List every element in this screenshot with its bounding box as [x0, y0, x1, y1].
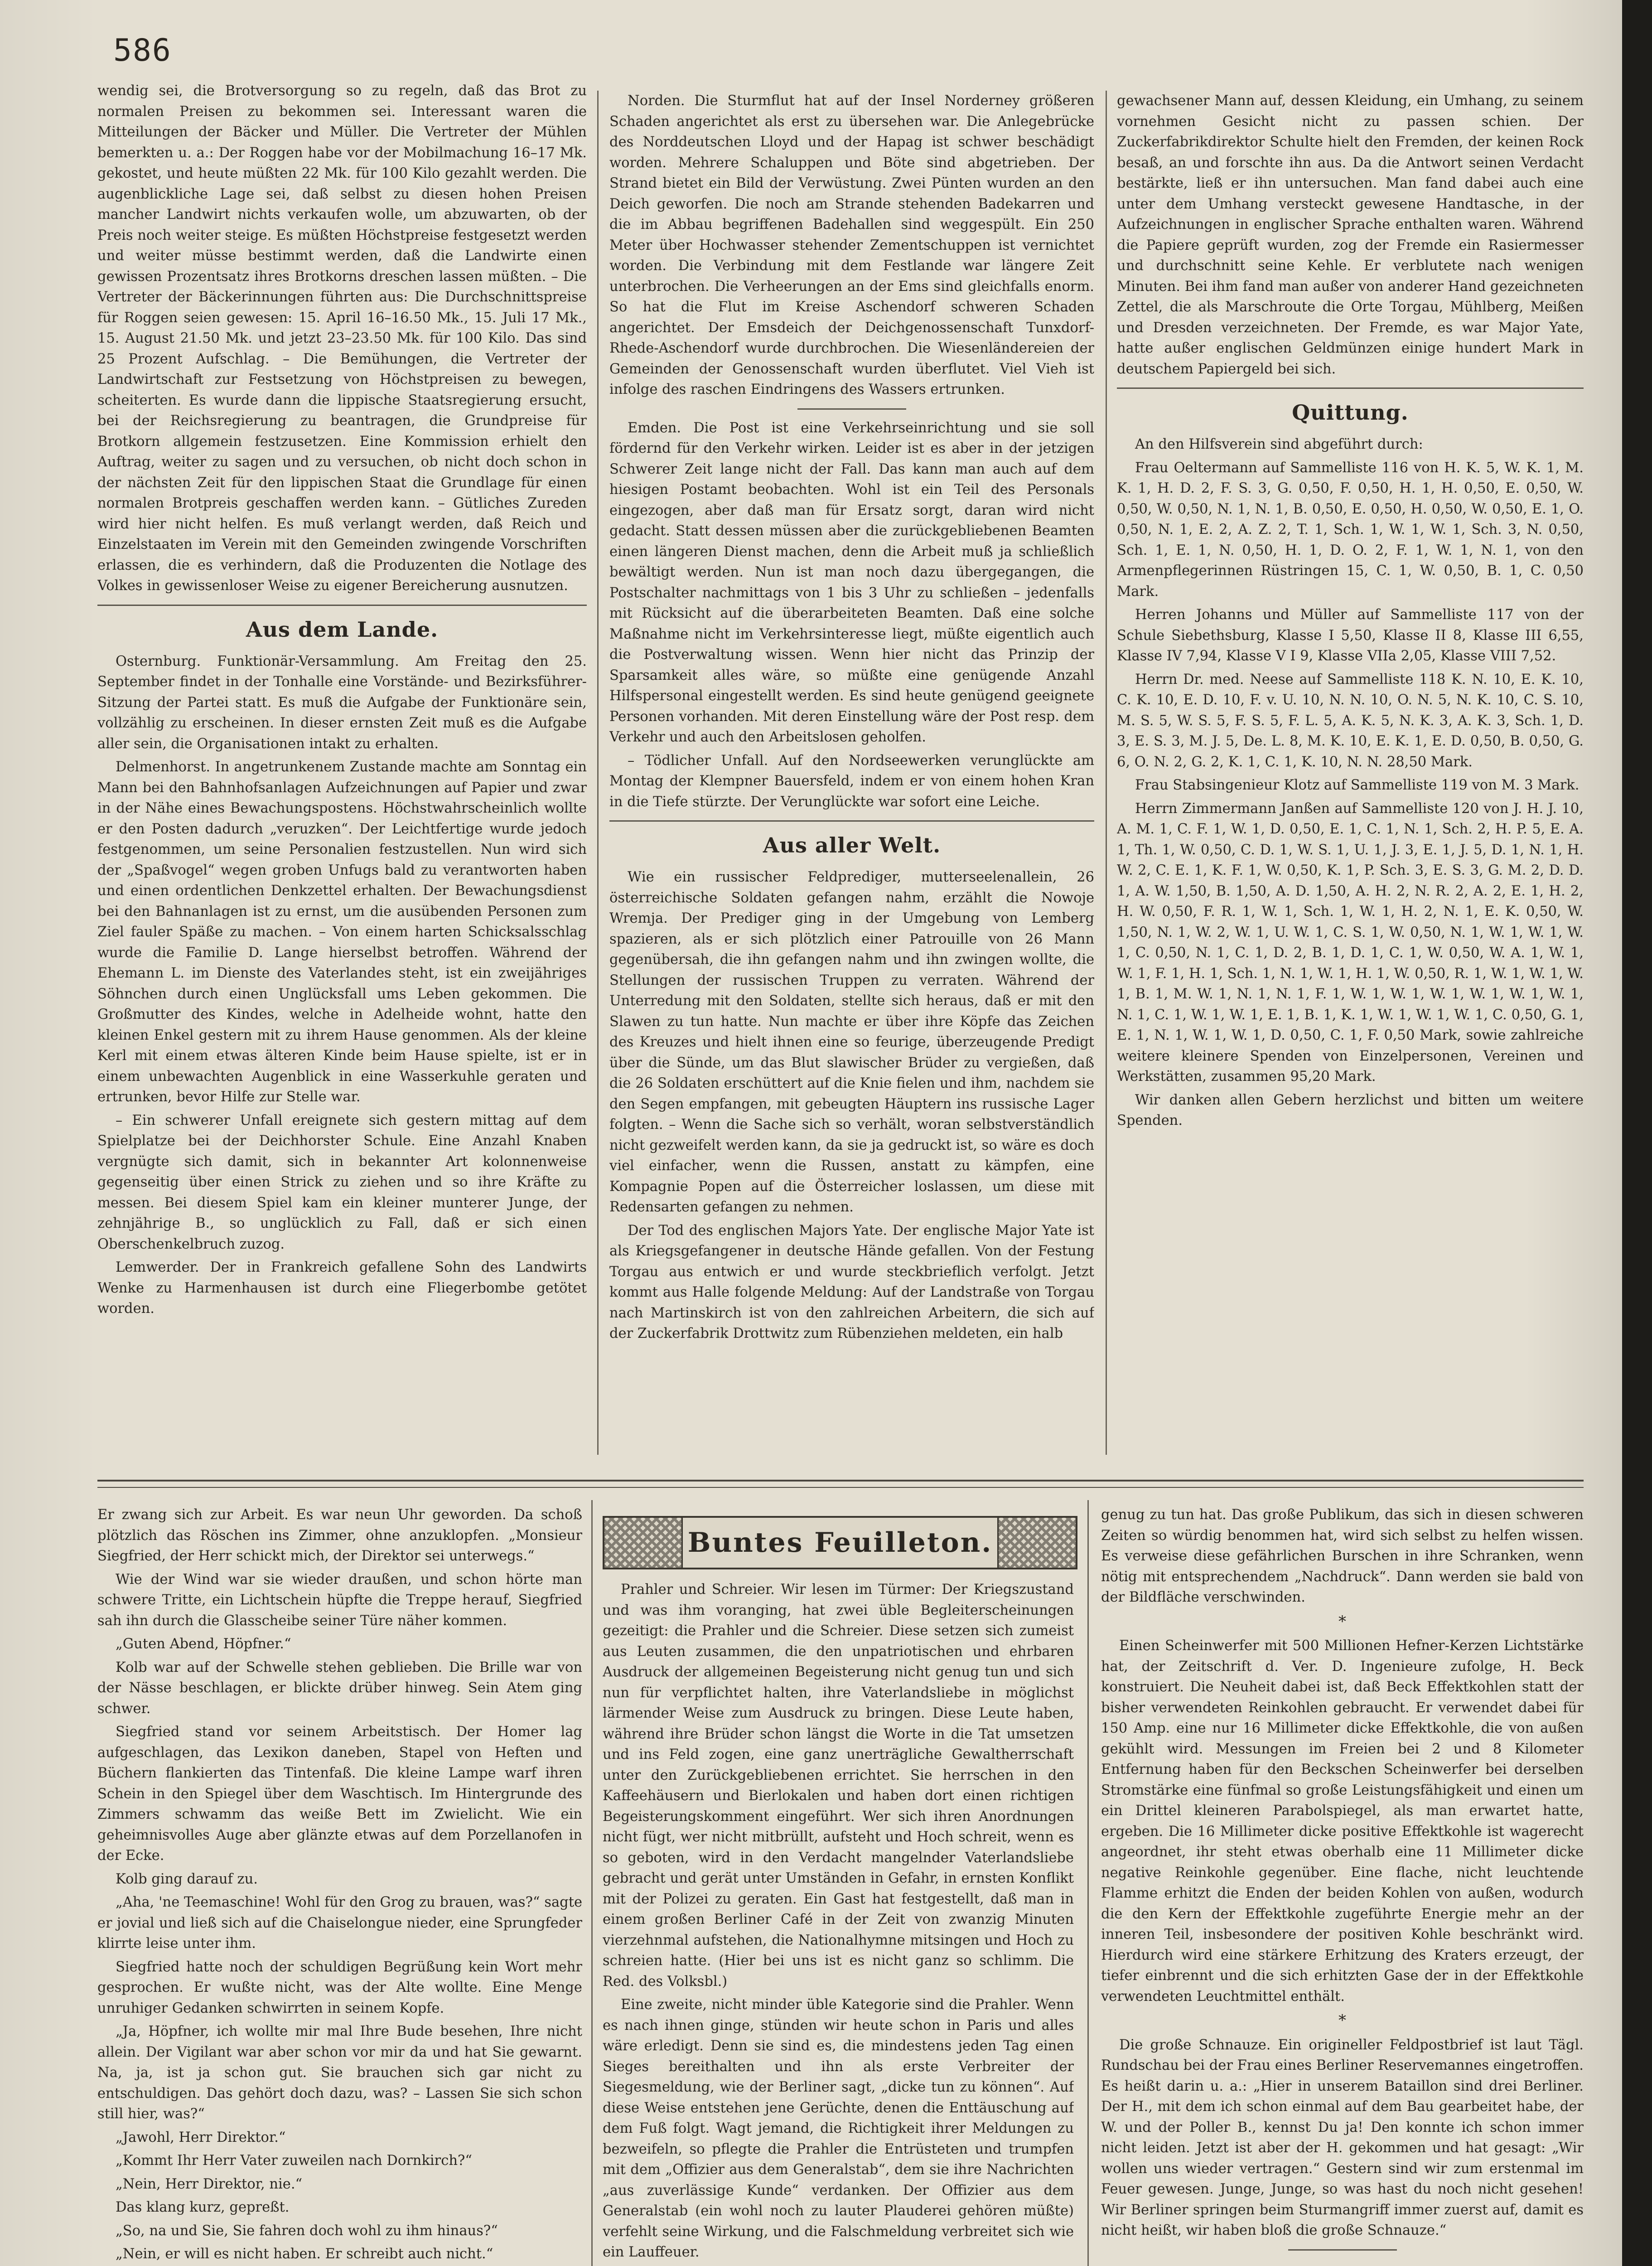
- article-lemwerder: Lemwerder. Der in Frankreich gefallene Sohn des Landwirts Wenke zu Harmenhausen ist durch eine Fliegerbombe getötet worden.: [97, 1259, 587, 1317]
- quittung-oeltermann: Frau Oeltermann auf Sammelliste 116 von H. K. 5, W. K. 1, M. K. 1, H. D. 2, F. S. 3, G. 0,50, F. 0,50, H. 1, H. 0,50, E. 0,50, W. 0,50, W. 0,50, N. 1, N. 1, B. 0,50, E. 0,50, H. 0,50, W. 0,50, E. 1, O. 0,50, N. 1, E. 2, A. Z. 2, T. 1, Sch. 1, W. 1, W. 1, Sch. 3, N. 0,50, Sch. 1, E. 1, N. 0,50, H. 1, D. O. 2, F. 1, W. 1, N. 1, von den Armenpflegerinnen Rüstringen 15, C. 1, W. 0,50, B. 1, C. 0,50 Mark.: [1117, 460, 1584, 600]
- article-separator: [797, 408, 906, 410]
- story-paragraph: Siegfried hatte noch der schuldigen Begrüßung kein Wort mehr gesprochen. Er wußte nicht, was der Alte wollte. Eine Menge unruhiger Gedanken schwirrten in seinem Kopfe.: [97, 1959, 582, 2016]
- page-number: 586: [113, 33, 172, 68]
- separator-star: *: [1338, 1612, 1346, 1631]
- page-edge-shadow: [1622, 0, 1652, 2266]
- section-heading-aus-dem-lande: Aus dem Lande.: [246, 617, 439, 642]
- article-major-yate: Der Tod des englischen Majors Yate. Der englische Major Yate ist als Kriegsgefangener in deutsche Hände gefallen. Von der Festung Torgau aus entwich er und wurde steckbrieflich verfolgt. Jetzt kommt aus Halle folgende Meldung: Auf der Landstraße von Torgau nach Martinskirch ist von den zahlreichen Arbeitern, die sich auf der Zuckerfabrik Drottwitz zum Rübenziehen meldeten, ein halb: [609, 1222, 1094, 1341]
- story-paragraph: Er zwang sich zur Arbeit. Es war neun Uhr geworden. Da schoß plötzlich das Röschen ins Zimmer, ohne anzuklopfen. „Monsieur Siegfried, der Herr schickt mich, der Direktor sei unterwegs.“: [97, 1507, 582, 1564]
- column-divider: [591, 1500, 593, 2266]
- bread-article-end: wendig sei, die Brotversorgung so zu regeln, daß das Brot zu normalen Preisen zu bekommen sei. Interessant waren die Mitteilungen der Bäcker und Müller. Die Vertreter der Mühlen bemerkten u. a.: Der Roggen habe vor der Mobilmachung 16–17 Mk. gekostet, und heute müßten 22 Mk. für 100 Kilo gezahlt werden. Die augenblickliche Lage sei, daß selbst zu diesen hohen Preisen mancher Landwirt nichts verkaufen wolle, um abzuwarten, ob der Preis noch weiter steige. Es müßten Höchstpreise festgesetzt werden und weiter müsse bestimmt werden, daß die Landwirte einen gewissen Prozentsatz ihres Brotkorns dreschen lassen müßten. – Die Vertreter der Bäckerinnungen führten aus: Die Durchschnittspreise für Roggen seien gewesen: 15. April 16–16.50 Mk., 15. Juli 17 Mk., 15. August 21.50 Mk. und jetzt 23–23.50 Mk. für 100 Kilo. Das sind 25 Prozent Aufschlag. – Die Bemühungen, die Vertreter der Landwirtschaft zur Festsetzung von Höchstpreisen zu bewegen, scheiterten. Es wurde dann die lippische Staatsregierung ersucht, bei der Reichsregierung zu beantragen, die Grundpreise für Brotkorn allgemein festzusetzen. Eine Kommission erhielt den Auftrag, weiter zu sagen und zu versuchen, ob nicht doch schon in der nächsten Zeit für den lippischen Staat die Grundlage für einen normalen Brotpreis geschaffen werden kann. – Gütliches Zureden wird hier nicht helfen. Es muß verlangt werden, daß Reich und Einzelstaaten im Verein mit den Gemeinden zwingende Vorschriften erlassen, die es verhindern, daß die Produzenten die Notlage des Volkes in gewissenloser Weise zu eigener Bereicherung ausnutzen.: [97, 83, 587, 594]
- column-prahler: [603, 1579, 1074, 2266]
- story-paragraph: Das klang kurz, gepreßt.: [116, 2199, 290, 2215]
- story-paragraph: „Ja, Höpfner, ich wollte mir mal Ihre Bude besehen, Ihre nicht allein. Der Vigilant war aber schon vor mir da und hat Sie gewarnt. Na, ja, ist ja schon gut. Sie brauchen sich gar nicht zu entschuldigen. Das gehört doch dazu, was? – Lassen Sie sich schon still hier, was?“: [97, 2024, 582, 2122]
- article-unfall-deichhorst: – Ein schwerer Unfall ereignete sich gestern mittag auf dem Spielplatze bei der Deichhorster Schule. Eine Anzahl Knaben vergnügte sich damit, sich in bekannter Art kolonnenweise gegenseitig über einen Strick zu ziehen und so ihre Kräfte zu messen. Bei diesem Spiel kam ein kleiner munterer Junge, der zehnjährige B., so unglücklich zu Fall, daß er sich einen Oberschenkelbruch zuzog.: [97, 1112, 587, 1252]
- quittung-johanns-mueller: Herren Johanns und Müller auf Sammelliste 117 von der Schule Siebethsburg, Klasse I 5,50, Klasse II 8, Klasse III 6,55, Klasse IV 7,94, Klasse V I 9, Klasse VIIa 2,05, Klasse VIII 7,52.: [1117, 607, 1584, 664]
- feuilleton-divider: [97, 1480, 1584, 1488]
- section-heading-quittung: Quittung.: [1292, 400, 1409, 425]
- section-rule: [1117, 387, 1584, 389]
- article-scheinwerfer: Einen Scheinwerfer mit 500 Millionen Hefner-Kerzen Lichtstärke hat, der Zeitschrift d. Ver. D. Ingenieure zufolge, H. Beck konstruiert. Die Neuheit dabei ist, daß Beck Effektkohlen statt der bisher verwendeten Reinkohlen gebraucht. Er verwendet dabei für 150 Amp. eine nur 16 Millimeter dicke Effektkohle, die von außen gekühlt wird. Messungen im Freien bei 2 und 8 Kilometer Entfernung haben für den Beckschen Scheinwerfer bei derselben Stromstärke eine fünfmal so große Leistungsfähigkeit und einen um ein Drittel kleineren Parabolspiegel, als man erwartet hatte, ergeben. Die 16 Millimeter dicke positive Effektkohle ist wagerecht angeordnet, ihr steht etwas oberhalb eine 11 Millimeter dicke negative Reinkohle gegenüber. Eine flache, nicht leuchtende Flamme erhitzt die Enden der beiden Kohlen von außen, wodurch die den Kern der Effektkohle zugeführte Energie mehr an der inneren Teil, insbesondere der positiven Kohle beschränkt wird. Hierdurch wird eine stärkere Erhitzung des Kraters erzeugt, der tiefer einbrennt und die sich erhitzten Gase der in der Effektkohle verwendeten Leuchtmittel enthält.: [1101, 1638, 1584, 2005]
- article-norden-sturmflut: Norden. Die Sturmflut hat auf der Insel Norderney größeren Schaden angerichtet als erst zu übersehen war. Die Anlegebrücke des Norddeutschen Lloyd und der Hapag ist schwer beschädigt worden. Mehrere Schaluppen und Böte sind abgetrieben. Der Strand bietet ein Bild der Verwüstung. Zwei Pünten wurden an den Deich geworfen. Die noch am Strande stehenden Badekarren und die im Abbau begriffenen Badehallen sind weggespült. Ein 250 Meter über Hochwasser stehender Zementschuppen ist vernichtet worden. Die Verbindung mit dem Festlande war längere Zeit unterbrochen. Die Verheerungen an der Ems sind gleichfalls enorm. So hat die Flut im Kreise Aschendorf schweren Schaden angerichtet. Der Emsdeich der Deichgenossenschaft Tunxdorf-Rhede-Aschendorf wurde durchbrochen. Die Wiesenländereien der Gemeinden der Genossenschaft wurden überflutet. Viel Vieh ist infolge des raschen Eindringens des Wassers ertrunken.: [609, 93, 1094, 397]
- feuilleton-header: [603, 1516, 1077, 1569]
- section-heading-aus-aller-welt: Aus aller Welt.: [763, 833, 941, 857]
- column-divider: [597, 91, 599, 1455]
- article-prahler-schreier: Prahler und Schreier. Wir lesen im Türmer: Der Kriegszustand und was ihm voranging, hat zwei üble Begleiterscheinungen gezeitigt: die Prahler und die Schreier. Diese setzen sich zumeist aus Leuten zusammen, die den unpatriotischen und ehrbaren Ausdruck der allgemeinen Begeisterung nicht genug tun und sich nun für verpflichtet halten, ihre Vaterlandsliebe in möglichst lärmender Weise zum Ausdruck zu bringen. Diese Leute haben, während ihre Brüder schon längst die Worte in die Tat umsetzen und ins Feld zogen, eine ganz unerträgliche Gewaltherrschaft unter den Zurückgebliebenen errichtet. Sie herrschen in den Kaffeehäusern und Bierlokalen und haben dort einen richtigen Begeisterungskomment eingeführt. Wer sich ihren Anordnungen nicht fügt, wer nicht mitbrüllt, aufsteht und Hoch schreit, wenn es so geboten, wird in den Verdacht mangelnder Vaterlandsliebe gebracht und gerät unter Umständen in Gefahr, in ernsten Konflikt mit der Polizei zu geraten. Ein Gast hat festgestellt, daß man in einem großen Berliner Café in der Zeit von zwanzig Minuten vierzehnmal aufstehen, die Nationalhymne mitsingen und Hoch zu schreien hatte. (Hier bei uns ist es nicht ganz so schlimm. Die Red. des Volksbl.): [603, 1582, 1074, 1990]
- separator-star: *: [1338, 2011, 1346, 2029]
- story-paragraph: Siegfried stand vor seinem Arbeitstisch. Der Homer lag aufgeschlagen, das Lexikon daneben, Stapel von Heften und Büchern flankierten das Tintenfaß. Die kleine Lampe warf ihren Schein in den Spiegel über dem Waschtisch. Im Hintergrunde des Zimmers schwamm das weiße Bett im Zwielicht. Wie ein geheimnisvolles Auge aber glänzte etwas auf dem Porzellanofen in der Ecke.: [97, 1724, 582, 1864]
- ornament-right: [999, 1518, 1076, 1568]
- section-rule: [609, 820, 1094, 822]
- section-rule: [97, 605, 587, 606]
- story-column: [97, 1505, 582, 2266]
- end-rule: [1288, 2249, 1397, 2251]
- quittung-dank: Wir danken allen Gebern herzlichst und bitten um weitere Spenden.: [1117, 1092, 1584, 1128]
- column-3: [1117, 91, 1584, 1468]
- story-paragraph: „Kommt Ihr Herr Vater zuweilen nach Dornkirch?“: [116, 2153, 472, 2169]
- ornament-left: [604, 1518, 681, 1568]
- article-osternburg: Osternburg. Funktionär-Versammlung. Am Freitag den 25. September findet in der Tonhalle eine Vorstände- und Bezirksführer-Sitzung der Partei statt. Es muß die Aufgabe der Funktionäre sein, vollzählig zu erscheinen. In dieser ernsten Zeit muß es die Aufgabe aller sein, die Organisationen intakt zu erhalten.: [97, 653, 587, 752]
- story-paragraph: „Aha, 'ne Teemaschine! Wohl für den Grog zu brauen, was?“ sagte er jovial und ließ sich auf die Chaiselongue nieder, eine Sprungfeder klirrte leise unter ihm.: [97, 1894, 582, 1951]
- story-paragraph: „Nein, er will es nicht haben. Er schreibt auch nicht.“: [116, 2246, 493, 2262]
- article-emden-post: Emden. Die Post ist eine Verkehrseinrichtung und sie soll fördernd für den Verkehr wirken. Leider ist es aber in der jetzigen Schwerer Zeit lange nicht der Fall. Das kann man auch auf dem hiesigen Postamt beobachten. Wohl ist ein Teil des Personals eingezogen, aber daß man für Ersatz sorgt, daran wird nicht gedacht. Statt dessen müssen aber die zurückgebliebenen Beamten einen längeren Dienst machen, denn die Arbeit muß ja schließlich bewältigt werden. Nun ist man noch dazu übergegangen, die Postschalter nachmittags von 1 bis 3 Uhr zu schließen – jedenfalls mit Rücksicht auf die überarbeiteten Beamten. Daß eine solche Maßnahme nicht im Verkehrsinteresse liegt, müßte eigentlich auch die Postverwaltung wissen. Wenn hier nicht das Prinzip der Sparsamkeit alles wäre, so müßte eine genügende Anzahl Hilfspersonal eingestellt werden. Es sind heute genügend geeignete Personen vorhanden. Mit deren Einstellung wäre der Post resp. dem Verkehr und auch den Arbeitslosen geholfen.: [609, 420, 1094, 745]
- story-paragraph: Kolb ging darauf zu.: [116, 1871, 258, 1887]
- article-russischer-feldprediger: Wie ein russischer Feldprediger, mutterseelenallein, 26 österreichische Soldaten gefangen nahm, erzählt die Nowoje Wremja. Der Prediger ging in der Umgebung von Lemberg spazieren, als er sich plötzlich einer Patrouille von 26 Mann gegenübersah, die ihn gefangen nahm und ihn zwingen wollte, die Stellungen der russischen Truppen zu verraten. Während der Unterredung mit den Soldaten, stellte sich heraus, daß er mit den Slawen zu tun hatte. Nun machte er über ihre Köpfe das Zeichen des Kreuzes und hielt ihnen eine so feurige, überzeugende Predigt über die Sünde, um das Blut slawischer Brüder zu vergießen, daß die 26 Soldaten erschüttert auf die Knie fielen und ihm, nachdem sie den Segen empfangen, mit gebeugten Häuptern ins russische Lager folgten. – Wenn die Sache sich so verhält, woran selbstverständlich nicht gezweifelt werden kann, da sie ja gedruckt ist, so wäre es doch viel einfacher, wenn die Russen, anstatt zu kämpfen, eine Kompagnie Popen auf die Österreicher loslassen, um diese mit Redensarten gefangen zu nehmen.: [609, 869, 1094, 1215]
- quittung-intro: An den Hilfsverein sind abgeführt durch:: [1135, 436, 1423, 452]
- column-divider: [1087, 1500, 1089, 2266]
- column-1: [97, 81, 587, 1458]
- story-paragraph: „Guten Abend, Höpfner.“: [116, 1636, 291, 1652]
- article-delmenhorst: Delmenhorst. In angetrunkenem Zustande machte am Sonntag ein Mann bei den Bahnhofsanlagen Aufzeichnungen auf Papier und zwar in der Nähe eines Bewachungspostens. Höchstwahrscheinlich wollte er den Posten dadurch „veruzken“. Der Leichtfertige wurde jedoch festgenommen, um seine Personalien festzustellen. Nun wird sich der „Spaßvogel“ wegen groben Unfugs bald zu verantworten haben und einen ordentlichen Denkzettel erhalten. Der Bewachungsdienst bei den Bahnanlagen ist zu ernst, um die ausübenden Personen zum Ziel fauler Späße zu machen. – Von einem harten Schicksalsschlag wurde die Familie D. Lange hierselbst betroffen. Während der Ehemann L. im Dienste des Vaterlandes steht, ist ein zweijähriges Söhnchen durch einen Unglücksfall ums Leben gekommen. Die Großmutter des Kindes, welche in Adelheide wohnt, hatte den kleinen Enkel gestern mit zu ihrem Hause genommen. Als der kleine Kerl mit einem etwas älteren Kinde beim Hause spielte, ist er in einem unbewachten Augenblick in eine Wasserkuhle geraten und ertrunken, bevor Hilfe zur Stelle war.: [97, 759, 587, 1105]
- quittung-klotz: Frau Stabsingenieur Klotz auf Sammelliste 119 von M. 3 Mark.: [1135, 777, 1580, 793]
- story-paragraph: „So, na und Sie, Sie fahren doch wohl zu ihm hinaus?“: [116, 2222, 498, 2239]
- article-grosse-schnauze: Die große Schnauze. Ein origineller Feldpostbrief ist laut Tägl. Rundschau bei der Frau eines Berliner Reservemannes eingetroffen. Es heißt darin u. a.: „Hier in unserem Bataillon sind drei Berliner. Der H., mit dem ich schon einmal auf dem Bau gearbeitet habe, der W. und der Poller B., kennst Du ja! Den konnte ich schon immer nicht leiden. Jetzt ist aber der H. gekommen und hat gesagt: „Wir wollen uns wieder vertragen.“ Gestern sind wir zum erstenmal im Feuer gewesen. Junge, Junge, so was hast du noch nicht gesehen! Wir Berliner springen beim Sturmangriff immer zuerst auf, damit es nicht heißt, wir haben bloß die große Schnauze.“: [1101, 2037, 1584, 2238]
- article-toedlicher-unfall: – Tödlicher Unfall. Auf den Nordseewerken verunglückte am Montag der Klempner Bauersfeld, indem er von einem hohen Kran in die Tiefe stürzte. Der Verunglückte war sofort eine Leiche.: [609, 752, 1094, 810]
- column-6: [1101, 1505, 1584, 2266]
- article-major-yate-end: gewachsener Mann auf, dessen Kleidung, ein Umhang, zu seinem vornehmen Gesicht nicht zu passen schien. Der Zuckerfabrikdirektor Schulte hielt den Fremden, der keinen Rock besaß, an und forschte ihn aus. Da die Antwort seinen Verdacht bestärkte, ließ er ihn untersuchen. Man fand dabei auch eine unter dem Umhang versteckt gewesene Handtasche, in der Aufzeichnungen in englischer Sprache enthalten waren. Während die Papiere geprüft wurden, zog der Fremde ein Rasiermesser und durchschnitt seine Kehle. Er verblutete nach wenigen Minuten. Bei ihm fand man außer von anderer Hand gezeichneten Zettel, die als Marschroute die Orte Torgau, Mühlberg, Meißen und Dresden verzeichneten. Der Fremde, es war Major Yate, hatte außer englischen Geldmünzen einige hundert Mark in deutschem Papiergeld bei sich.: [1117, 93, 1584, 377]
- story-paragraph: Wie der Wind war sie wieder draußen, und schon hörte man schwere Tritte, ein Lichtschein hüpfte die Treppe herauf, Siegfried sah ihn durch die Glasscheibe seiner Türe näher kommen.: [97, 1571, 582, 1629]
- quittung-janssen: Herrn Zimmermann Janßen auf Sammelliste 120 von J. H. J. 10, A. M. 1, C. F. 1, W. 1, D. 0,50, E. 1, C. 1, N. 1, Sch. 2, H. P. 5, E. A. 1, Th. 1, W. 0,50, C. D. 1, W. S. 1, U. 1, J. 3, E. 1, J. 5, D. 1, N. 1, H. W. 2, C. E. 1, K. F. 1, W. 0,50, K. 1, P. Sch. 3, E. S. 3, G. M. 2, D. D. 1, A. W. 1,50, B. 1,50, A. D. 1,50, A. H. 2, N. R. 2, A. 2, E. 1, H. 2, H. W. 0,50, F. R. 1, W. 1, Sch. 1, W. 1, H. 2, N. 1, E. K. 0,50, W. 1,50, N. 1, W. 2, W. 1, U. W. 1, C. S. 1, W. 0,50, N. 1, W. 1, W. 1, W. 1, C. 0,50, N. 1, C. 1, D. 2, B. 1, D. 1, C. 1, W. 0,50, W. A. 1, W. 1, W. 1, F. 1, H. 1, Sch. 1, N. 1, W. 1, H. 1, W. 0,50, R. 1, W. 1, W. 1, W. 1, B. 1, M. W. 1, N. 1, N. 1, F. 1, W. 1, W. 1, W. 1, W. 1, W. 1, W. 1, N. 1, C. 1, W. 1, W. 1, E. 1, B. 1, K. 1, W. 1, W. 1, W. 1, C. 0,50, G. 1, E. 1, N. 1, W. 1, W. 1, D. 0,50, C. 1, F. 0,50 Mark, sowie zahlreiche weitere kleinere Spenden von Einzelpersonen, Vereinen und Werkstätten, zusammen 95,20 Mark.: [1117, 800, 1584, 1085]
- story-paragraph: Kolb war auf der Schwelle stehen geblieben. Die Brille war von der Nässe beschlagen, er blickte drüber hinweg. Sein Atem ging schwer.: [97, 1659, 582, 1717]
- feuilleton-title: Buntes Feuilleton.: [681, 1518, 999, 1568]
- article-prahler-end: genug zu tun hat. Das große Publikum, das sich in diesen schweren Zeiten so würdig benommen hat, wird sich selbst zu helfen wissen. Es verweise diese gefährlichen Burschen in ihre Schranken, wenn nötig mit entsprechendem „Nachdruck“. Dann werden sie bald von der Bildfläche verschwinden.: [1101, 1507, 1584, 1605]
- article-prahler-schreier-2: Eine zweite, nicht minder üble Kategorie sind die Prahler. Wenn es nach ihnen ginge, stünden wir heute schon in Paris und alles wäre erledigt. Denn sie sind es, die mindestens jeden Tag einen Sieges bereithalten und ihn als erste Verbreiter der Siegesmeldung, wie der Berliner sagt, „dicke tun zu können“. Auf diese Weise entstehen jene Gerüchte, denen die Enttäuschung auf dem Fuß folgt. Wagt jemand, die Richtigkeit ihrer Meldungen zu bezweifeln, so pflegte die Prahler die Entrüsteten und trumpfen mit dem „Offizier aus dem Generalstab“, dem sie ihre Nachrichten „aus zuverlässige Kunde“ verdanken. Der Offizier aus dem Generalstab (ein wohl noch zu lauter Plauderei gehören müßte) verfehlt seine Wirkung, und die Falschmeldung verbreitet sich wie ein Lauffeuer.: [603, 1997, 1074, 2260]
- story-paragraph: „Jawohl, Herr Direktor.“: [116, 2129, 286, 2145]
- column-2: [609, 91, 1094, 1459]
- story-paragraph: „Nein, Herr Direktor, nie.“: [116, 2176, 303, 2192]
- column-divider: [1106, 91, 1107, 1455]
- quittung-neese: Herrn Dr. med. Neese auf Sammelliste 118 K. N. 10, E. K. 10, C. K. 10, E. D. 10, F. v. U. 10, N. N. 10, O. N. 5, N. K. 10, C. S. 10, M. S. 5, W. S. 5, F. S. 5, F. L. 5, A. K. 5, N. K. 3, A. K. 3, Sch. 1, D. 3, E. S. 3, M. J. 5, De. L. 8, M. K. 10, E. K. 1, E. D. 0,50, B. 0,50, G. 6, O. N. 2, G. 2, K. 1, C. 1, K. 10, N. N. 28,50 Mark.: [1117, 671, 1584, 770]
